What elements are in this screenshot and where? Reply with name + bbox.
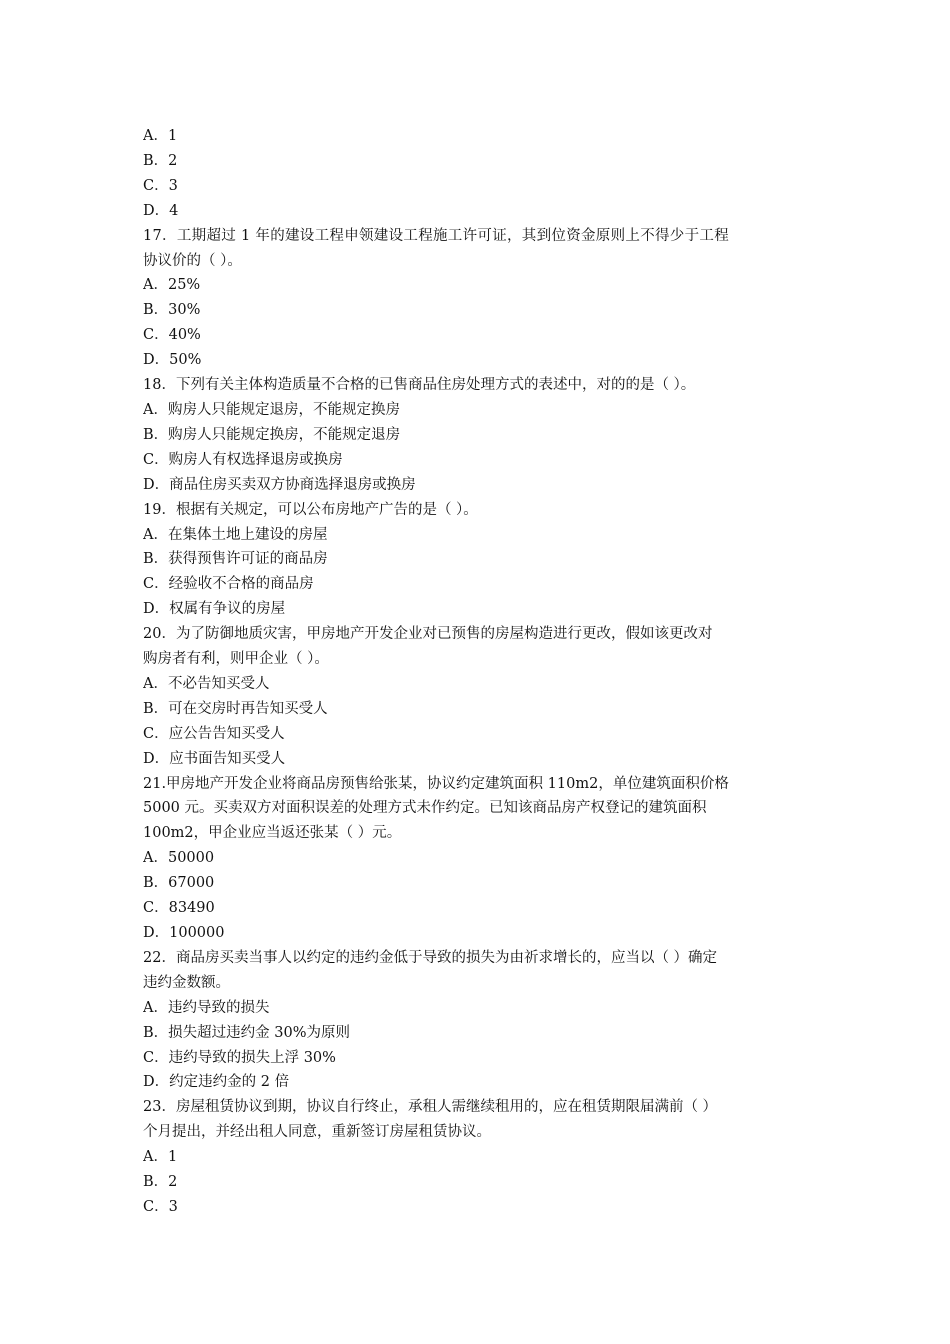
option-d: D．权属有争议的房屋: [143, 601, 286, 618]
option-b: B．2: [143, 152, 178, 169]
option-d: D．应书面告知买受人: [143, 750, 286, 767]
option-a: A．1: [143, 128, 178, 144]
option-a: A．25%: [143, 277, 201, 294]
option-d: D．约定违约金的 2 倍: [143, 1074, 290, 1091]
question-23: 23．房屋租赁协议到期，协议自行终止，承租人需继续租用的，应在租赁期限届满前（ ）: [143, 1099, 718, 1116]
option-a: A．1: [143, 1149, 178, 1166]
option-c: C．3: [143, 177, 178, 194]
question-22: 22．商品房买卖当事人以约定的违约金低于导致的损失为由祈求增长的，应当以（ ）确定: [143, 949, 718, 966]
option-a: A．不必告知买受人: [143, 675, 270, 692]
option-a: A．违约导致的损失: [143, 999, 270, 1016]
option-c: C．购房人有权选择退房或换房: [143, 451, 343, 468]
option-c: C．经验收不合格的商品房: [143, 576, 314, 593]
question-23-cont: 个月提出，并经出租人同意，重新签订房屋租赁协议。: [143, 1124, 491, 1141]
option-a: A．50000: [143, 850, 215, 867]
option-c: C．违约导致的损失上浮 30%: [143, 1049, 336, 1066]
option-c: C．40%: [143, 327, 201, 344]
option-d: D．100000: [143, 925, 225, 941]
option-c: C．3: [143, 1198, 178, 1215]
question-17-cont: 协议价的（ ）。: [143, 252, 242, 269]
option-d: D．商品住房买卖双方协商选择退房或换房: [143, 476, 416, 493]
option-b: B．损失超过违约金 30%为原则: [143, 1024, 350, 1041]
question-20: 20．为了防御地质灾害，甲房地产开发企业对已预售的房屋构造进行更改，假如该更改对: [143, 626, 713, 643]
option-c: C．应公告告知买受人: [143, 725, 285, 742]
question-21-cont: 5000 元。买卖双方对面积误差的处理方式未作约定。已知该商品房产权登记的建筑面积: [143, 800, 707, 817]
question-21: 21.甲房地产开发企业将商品房预售给张某，协议约定建筑面积 110m2，单位建筑面积价格: [143, 775, 729, 792]
question-17: 17．工期超过 1 年的建设工程申领建设工程施工许可证，其到位资金原则上不得少于工程: [143, 227, 729, 244]
question-19: 19．根据有关规定，可以公布房地产广告的是（ ）。: [143, 501, 478, 518]
question-18: 18．下列有关主体构造质量不合格的已售商品住房处理方式的表述中，对的的是（ ）。: [143, 377, 696, 394]
question-text: [143, 124, 813, 1220]
option-b: B．购房人只能规定换房，不能规定退房: [143, 426, 401, 443]
question-21-cont: 100m2，甲企业应当返还张某（ ）元。: [143, 825, 402, 842]
question-20-cont: 购房者有利，则甲企业（ ）。: [143, 651, 329, 668]
option-a: A．购房人只能规定退房，不能规定换房: [143, 401, 400, 418]
option-c: C．83490: [143, 900, 215, 917]
option-b: B．30%: [143, 302, 201, 319]
option-a: A．在集体土地上建设的房屋: [143, 526, 328, 543]
question-22-cont: 违约金数额。: [143, 974, 230, 991]
option-b: B．获得预售许可证的商品房: [143, 551, 328, 568]
option-b: B．2: [143, 1174, 178, 1191]
option-d: D．50%: [143, 352, 202, 369]
option-d: D．4: [143, 202, 179, 219]
option-b: B．可在交房时再告知买受人: [143, 700, 328, 717]
option-b: B．67000: [143, 875, 215, 892]
